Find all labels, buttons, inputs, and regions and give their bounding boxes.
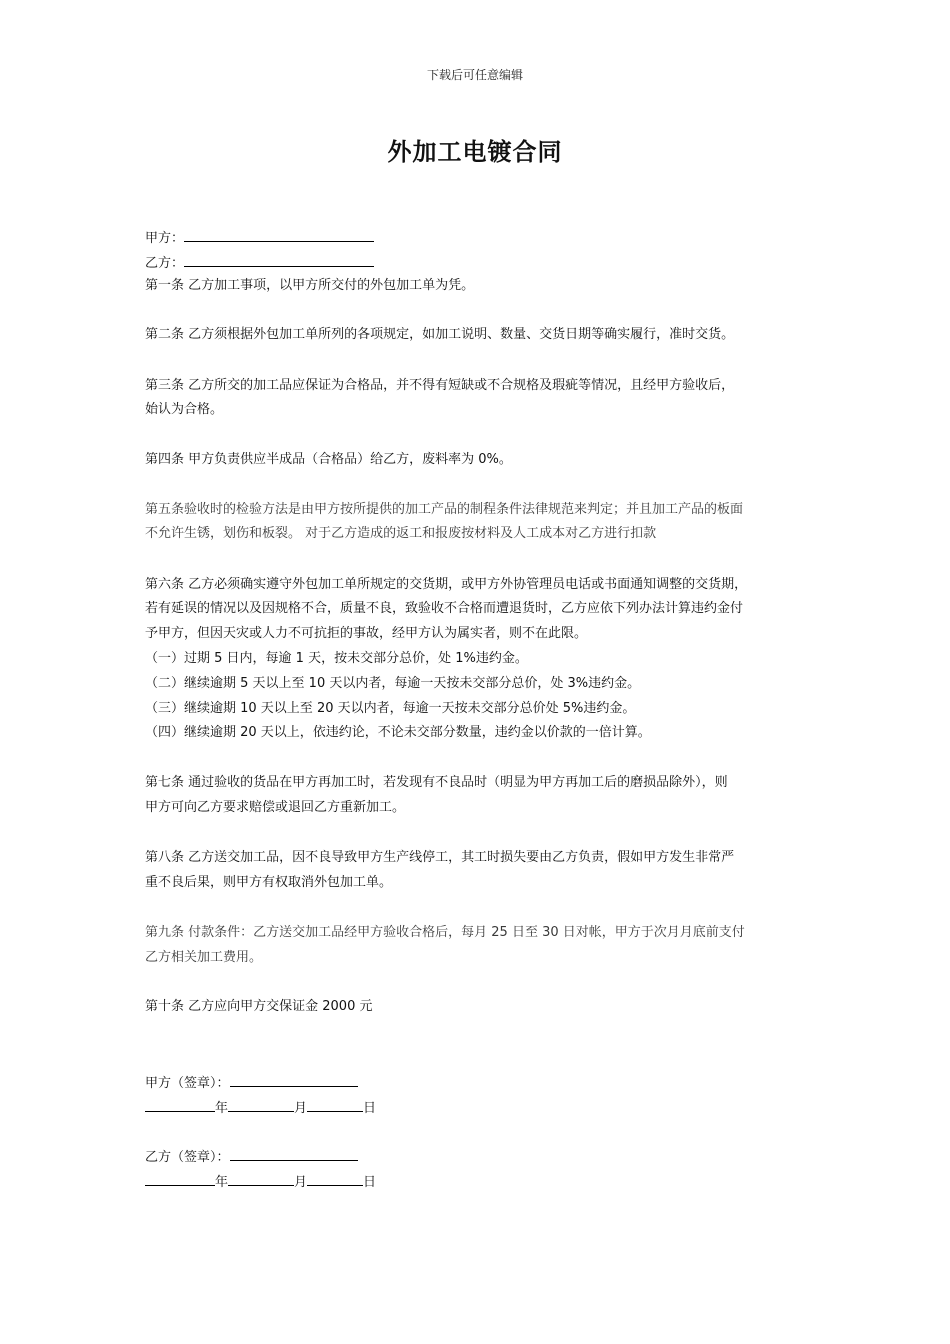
party-a-sign-label: 甲方（签章）：: [145, 1076, 230, 1091]
party-b-year-blank: [145, 1172, 215, 1186]
document-title: 外加工电镀合同: [387, 138, 563, 166]
day-label: 日: [363, 1101, 377, 1116]
article-6-line-1: 第六条 乙方必须确实遵守外包加工单所规定的交货期，或甲方外协管理员电话或书面通知调整的交货期，: [145, 577, 748, 592]
article-4: 第四条 甲方负责供应半成品（合格品）给乙方，废料率为 0%。: [145, 452, 512, 467]
party-b-line: [145, 253, 374, 273]
year-label: 年: [215, 1175, 229, 1190]
day-label: 日: [363, 1175, 377, 1190]
party-b-blank: [184, 253, 374, 267]
article-3-line-2: 始认为合格。: [145, 402, 224, 417]
party-b-signature-line: [145, 1147, 358, 1167]
party-a-label: 甲方：: [145, 231, 185, 246]
article-6-item-2: （二）继续逾期 5 天以上至 10 天以内者，每逾一天按未交部分总价，处 3%违约金。: [145, 676, 641, 691]
party-b-month-blank: [228, 1172, 294, 1186]
article-6-item-4: （四）继续逾期 20 天以上，依违约论，不论未交部分数量，违约金以价款的一倍计算。: [145, 725, 651, 740]
party-b-sign-label: 乙方（签章）：: [145, 1150, 230, 1165]
article-7-line-2: 甲方可向乙方要求赔偿或退回乙方重新加工。: [145, 800, 406, 815]
article-6-line-2: 若有延误的情况以及因规格不合，质量不良，致验收不合格而遭退货时，乙方应依下列办法计算违约金付: [145, 601, 744, 616]
article-8-line-1: 第八条 乙方送交加工品，因不良导致甲方生产线停工，其工时损失要由乙方负责，假如甲方发生非常严: [145, 850, 735, 865]
article-9-line-1: 第九条 付款条件：乙方送交加工品经甲方验收合格后，每月 25 日至 30 日对帐，甲方于次月月底前支付: [145, 925, 745, 940]
header-note: 下载后可任意编辑: [426, 68, 523, 82]
article-5-line-1: 第五条验收时的检验方法是由甲方按所提供的加工产品的制程条件法律规范来判定；并且加工产品的板面: [145, 502, 744, 517]
article-5-line-2: 不允许生锈，划伤和板裂。 对于乙方造成的返工和报废按材料及人工成本对乙方进行扣款: [145, 526, 657, 541]
party-b-day-blank: [307, 1172, 363, 1186]
article-10: 第十条 乙方应向甲方交保证金 2000 元: [145, 999, 373, 1014]
article-1: 第一条 乙方加工事项，以甲方所交付的外包加工单为凭。: [145, 278, 475, 293]
party-a-date-line: [145, 1098, 376, 1118]
party-b-sign-blank: [230, 1147, 358, 1161]
party-a-blank: [184, 228, 374, 242]
article-7-line-1: 第七条 通过验收的货品在甲方再加工时，若发现有不良品时（明显为甲方再加工后的磨损品除外），则: [145, 775, 728, 790]
party-a-line: [145, 228, 374, 248]
article-6-item-3: （三）继续逾期 10 天以上至 20 天以内者，每逾一天按未交部分总价处 5%违约金。: [145, 701, 636, 716]
article-8-line-2: 重不良后果，则甲方有权取消外包加工单。: [145, 875, 393, 890]
party-b-label: 乙方：: [145, 256, 185, 271]
article-6-line-3: 予甲方，但因天灾或人力不可抗拒的事故，经甲方认为属实者，则不在此限。: [145, 626, 588, 641]
article-3-line-1: 第三条 乙方所交的加工品应保证为合格品，并不得有短缺或不合规格及瑕疵等情况，且经甲方验收后，: [145, 378, 735, 393]
party-a-sign-blank: [230, 1073, 358, 1087]
party-a-month-blank: [228, 1098, 294, 1112]
article-2: 第二条 乙方须根据外包加工单所列的各项规定，如加工说明、数量、交货日期等确实履行，准时交货。: [145, 327, 735, 342]
month-label: 月: [294, 1101, 308, 1116]
article-9-line-2: 乙方相关加工费用。: [145, 950, 263, 965]
article-6-item-1: （一）过期 5 日内，每逾 1 天，按未交部分总价，处 1%违约金。: [145, 651, 528, 666]
party-a-signature-line: [145, 1073, 358, 1093]
year-label: 年: [215, 1101, 229, 1116]
party-a-day-blank: [307, 1098, 363, 1112]
party-b-date-line: [145, 1172, 376, 1192]
party-a-year-blank: [145, 1098, 215, 1112]
month-label: 月: [294, 1175, 308, 1190]
